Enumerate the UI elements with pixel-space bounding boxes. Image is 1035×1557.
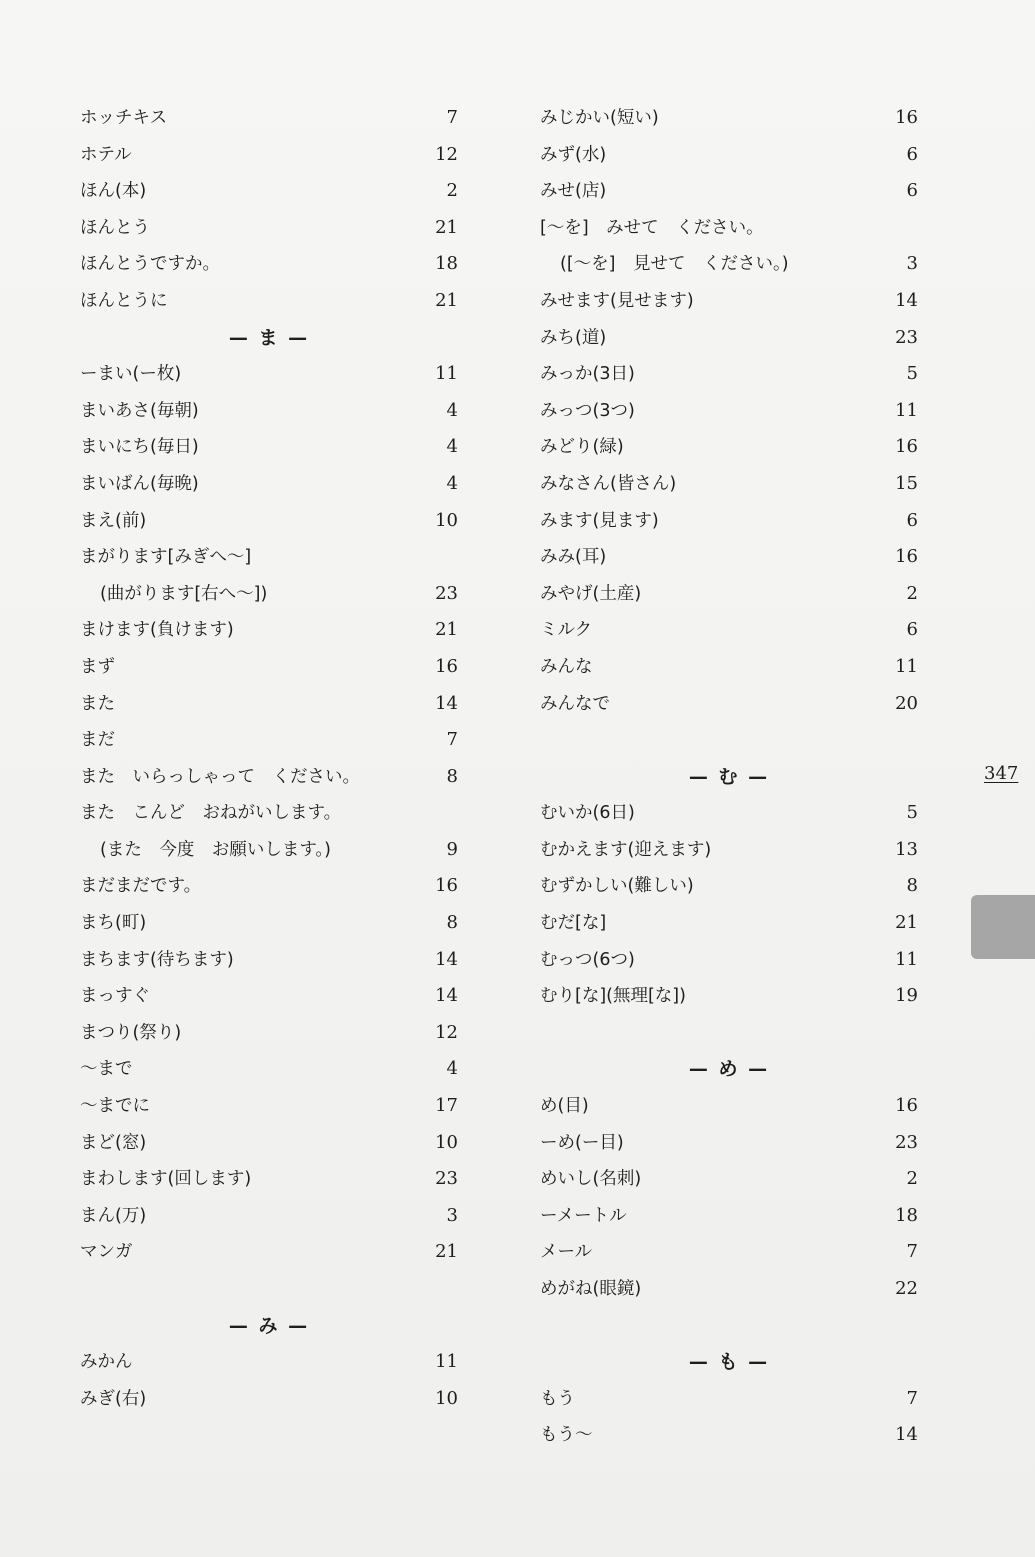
entry-term: まけます(負けます) <box>80 620 234 641</box>
entry-page: 11 <box>435 363 458 385</box>
entry-term: また いらっしゃって ください。 <box>80 766 360 787</box>
entry-term: みっつ(3つ) <box>540 400 635 421</box>
index-entry <box>80 539 458 576</box>
section-heading: — む — <box>688 765 770 788</box>
spacer <box>80 1271 458 1308</box>
entry-term: まず <box>80 656 115 677</box>
entry-page: 3 <box>446 1204 458 1226</box>
entry-page: 18 <box>895 1204 918 1226</box>
entry-term: まいあさ(毎朝) <box>80 400 199 421</box>
entry-page: 21 <box>895 912 918 934</box>
index-entry <box>80 100 458 137</box>
entry-page: 8 <box>446 765 458 787</box>
index-entry <box>80 1234 458 1271</box>
index-entry <box>540 795 918 832</box>
index-column-left <box>80 100 458 1417</box>
entry-term: めいし(名刺) <box>540 1169 642 1190</box>
index-entry <box>80 686 458 723</box>
index-entry <box>540 1271 918 1308</box>
entry-page: 3 <box>906 253 918 275</box>
index-entry <box>80 832 458 869</box>
entry-term: むり[な](無理[な]) <box>540 986 686 1007</box>
entry-page: 23 <box>435 582 458 604</box>
entry-term: また <box>80 693 115 714</box>
index-entry <box>80 356 458 393</box>
index-entry <box>80 1015 458 1052</box>
entry-page: 14 <box>895 1424 918 1446</box>
entry-page: 16 <box>895 107 918 128</box>
index-entry <box>540 686 918 723</box>
entry-term: みます(見ます) <box>540 510 659 531</box>
index-entry <box>80 612 458 649</box>
entry-term: まど(窓) <box>80 1132 147 1153</box>
entry-term: まわします(回します) <box>80 1169 252 1190</box>
index-entry <box>540 503 918 540</box>
entry-term: ホテル <box>80 144 132 165</box>
index-entry <box>80 393 458 430</box>
index-entry <box>540 173 918 210</box>
entry-term: 〜までに <box>80 1096 150 1117</box>
index-entry <box>540 1381 918 1418</box>
entry-page: 9 <box>446 838 458 860</box>
entry-term: みじかい(短い) <box>540 108 659 128</box>
index-entry <box>540 649 918 686</box>
entry-term: みち(道) <box>540 327 607 348</box>
entry-page: 10 <box>435 1387 458 1409</box>
index-entry <box>80 978 458 1015</box>
index-entry <box>80 649 458 686</box>
index-entry <box>80 429 458 466</box>
entry-page: 6 <box>906 143 918 165</box>
index-entry <box>80 503 458 540</box>
entry-term: マンガ <box>80 1242 133 1263</box>
index-entry <box>540 1161 918 1198</box>
entry-term: まだまだです。 <box>80 876 202 897</box>
entry-term: メール <box>540 1242 593 1263</box>
section-heading: — め — <box>688 1058 770 1081</box>
index-entry <box>540 393 918 430</box>
index-entry <box>80 1088 458 1125</box>
entry-page: 10 <box>435 1131 458 1153</box>
entry-page: 21 <box>435 216 458 238</box>
entry-term: まん(万) <box>80 1205 147 1226</box>
entry-page: 22 <box>895 1278 918 1299</box>
entry-term: まがります[みぎへ〜] <box>80 547 252 568</box>
index-entry <box>80 137 458 174</box>
page-number: 347 <box>984 763 1019 784</box>
entry-page: 8 <box>906 875 918 897</box>
index-entry <box>80 795 458 832</box>
entry-term: ほんとう <box>80 217 150 238</box>
entry-term: 〜まで <box>80 1059 133 1080</box>
entry-page: 11 <box>895 655 918 677</box>
entry-term: みかん <box>80 1352 133 1373</box>
entry-page: 11 <box>895 399 918 421</box>
entry-term: ーメートル <box>540 1205 627 1226</box>
entry-page: 13 <box>895 838 918 860</box>
index-entry <box>80 1125 458 1162</box>
entry-term: むずかしい(難しい) <box>540 876 694 897</box>
index-entry <box>540 1125 918 1162</box>
entry-term: ーまい(ー枚) <box>80 364 182 385</box>
entry-term: みっか(3日) <box>540 364 635 385</box>
index-entry <box>540 100 918 137</box>
index-entry <box>80 905 458 942</box>
index-entry <box>540 210 918 247</box>
index-entry <box>540 978 918 1015</box>
entry-page: 8 <box>446 912 458 934</box>
index-entry <box>540 137 918 174</box>
index-entry <box>540 905 918 942</box>
entry-page: 16 <box>435 875 458 897</box>
entry-term: もう〜 <box>540 1425 593 1446</box>
index-entry <box>80 173 458 210</box>
index-entry <box>540 942 918 979</box>
entry-term: まちます(待ちます) <box>80 949 234 970</box>
entry-page: 7 <box>446 107 458 128</box>
entry-page: 4 <box>446 472 458 494</box>
entry-page: 16 <box>435 655 458 677</box>
entry-term: ほんとうですか。 <box>80 254 220 275</box>
entry-term: まだ <box>80 730 115 751</box>
entry-page: 20 <box>895 692 918 714</box>
index-entry <box>80 246 458 283</box>
entry-term: みず(水) <box>540 144 607 165</box>
entry-page: 18 <box>435 253 458 275</box>
entry-term: ミルク <box>540 620 593 641</box>
entry-page: 23 <box>895 1131 918 1153</box>
entry-page: 16 <box>895 436 918 458</box>
entry-page: 2 <box>446 180 458 202</box>
index-entry <box>80 283 458 320</box>
index-entry <box>80 868 458 905</box>
entry-page: 2 <box>906 582 918 604</box>
entry-term: め(目) <box>540 1096 589 1117</box>
entry-page: 14 <box>435 692 458 714</box>
entry-page: 4 <box>446 436 458 458</box>
entry-page: 12 <box>435 1021 458 1043</box>
index-entry <box>540 246 918 283</box>
index-entry <box>540 356 918 393</box>
index-entry <box>540 539 918 576</box>
entry-page: 14 <box>895 289 918 311</box>
index-entry <box>540 1198 918 1235</box>
entry-term: めがね(眼鏡) <box>540 1279 642 1299</box>
entry-term: [〜を] みせて ください。 <box>540 217 764 238</box>
entry-term: まつり(祭り) <box>80 1022 182 1043</box>
entry-page: 11 <box>435 1351 458 1373</box>
index-entry <box>80 942 458 979</box>
entry-page: 12 <box>435 143 458 165</box>
entry-page: 16 <box>895 1095 918 1117</box>
index-entry <box>540 576 918 613</box>
index-entry <box>80 722 458 759</box>
section-heading: — み — <box>228 1314 310 1337</box>
entry-term: みせます(見せます) <box>540 290 694 311</box>
entry-page: 6 <box>906 180 918 202</box>
entry-page: 2 <box>906 1168 918 1190</box>
entry-page: 4 <box>446 1058 458 1080</box>
entry-term: ーめ(ー目) <box>540 1132 624 1153</box>
entry-page: 23 <box>895 326 918 348</box>
entry-term: まえ(前) <box>80 510 147 531</box>
index-entry <box>80 466 458 503</box>
entry-page: 4 <box>446 399 458 421</box>
entry-term: むだ[な] <box>540 913 607 934</box>
index-entry <box>80 576 458 613</box>
index-entry <box>80 1381 458 1418</box>
entry-page: 11 <box>895 948 918 970</box>
thumb-index-tab <box>971 895 1035 959</box>
index-entry <box>80 1161 458 1198</box>
entry-term: また こんど おねがいします。 <box>80 803 342 824</box>
entry-term: みやげ(土産) <box>540 583 642 604</box>
spacer <box>540 722 918 759</box>
entry-page: 21 <box>435 1241 458 1263</box>
entry-term: ほん(本) <box>80 181 147 202</box>
entry-page: 6 <box>906 509 918 531</box>
index-entry <box>540 283 918 320</box>
entry-term: (曲がります[右へ〜]) <box>100 583 268 604</box>
entry-term: みせ(店) <box>540 181 607 202</box>
index-entry <box>80 1198 458 1235</box>
index-entry <box>80 210 458 247</box>
entry-page: 14 <box>435 948 458 970</box>
entry-term: まいにち(毎日) <box>80 437 199 458</box>
index-entry <box>540 1234 918 1271</box>
section-heading: — ま — <box>228 326 310 349</box>
entry-term: ホッチキス <box>80 108 168 128</box>
index-entry <box>540 832 918 869</box>
entry-term: (また 今度 お願いします。) <box>100 839 332 860</box>
entry-term: みなさん(皆さん) <box>540 473 677 494</box>
entry-term: まち(町) <box>80 913 147 934</box>
entry-page: 17 <box>435 1095 458 1117</box>
entry-term: まっすぐ <box>80 986 150 1007</box>
entry-term: みんなで <box>540 693 610 714</box>
entry-page: 5 <box>906 363 918 385</box>
index-entry <box>540 466 918 503</box>
spacer <box>540 1015 918 1052</box>
index-column-right <box>540 100 918 1454</box>
entry-page: 19 <box>895 985 918 1007</box>
index-entry <box>540 1088 918 1125</box>
index-entry <box>540 429 918 466</box>
entry-term: もう <box>540 1388 575 1409</box>
entry-page: 23 <box>435 1168 458 1190</box>
entry-page: 7 <box>906 1387 918 1409</box>
entry-term: みどり(緑) <box>540 437 624 458</box>
entry-page: 14 <box>435 985 458 1007</box>
index-entry <box>80 1051 458 1088</box>
entry-page: 21 <box>435 619 458 641</box>
entry-page: 7 <box>446 729 458 751</box>
entry-term: むっつ(6つ) <box>540 949 635 970</box>
index-entry <box>80 1344 458 1381</box>
entry-term: ほんとうに <box>80 290 168 311</box>
entry-page: 16 <box>895 546 918 568</box>
index-entry <box>540 320 918 357</box>
entry-page: 7 <box>906 1241 918 1263</box>
index-entry <box>540 612 918 649</box>
entry-term: むかえます(迎えます) <box>540 839 712 860</box>
entry-page: 5 <box>906 802 918 824</box>
entry-term: まいばん(毎晩) <box>80 473 199 494</box>
entry-page: 15 <box>895 472 918 494</box>
index-entry <box>80 759 458 796</box>
section-heading: — も — <box>688 1351 770 1374</box>
entry-term: ([〜を] 見せて ください。) <box>560 254 789 275</box>
entry-term: みぎ(右) <box>80 1388 147 1409</box>
entry-page: 10 <box>435 509 458 531</box>
entry-page: 6 <box>906 619 918 641</box>
spacer <box>540 1308 918 1345</box>
entry-term: むいか(6日) <box>540 803 635 824</box>
index-entry <box>540 1417 918 1454</box>
entry-term: みみ(耳) <box>540 547 607 568</box>
index-entry <box>540 868 918 905</box>
entry-page: 21 <box>435 289 458 311</box>
entry-term: みんな <box>540 656 593 677</box>
